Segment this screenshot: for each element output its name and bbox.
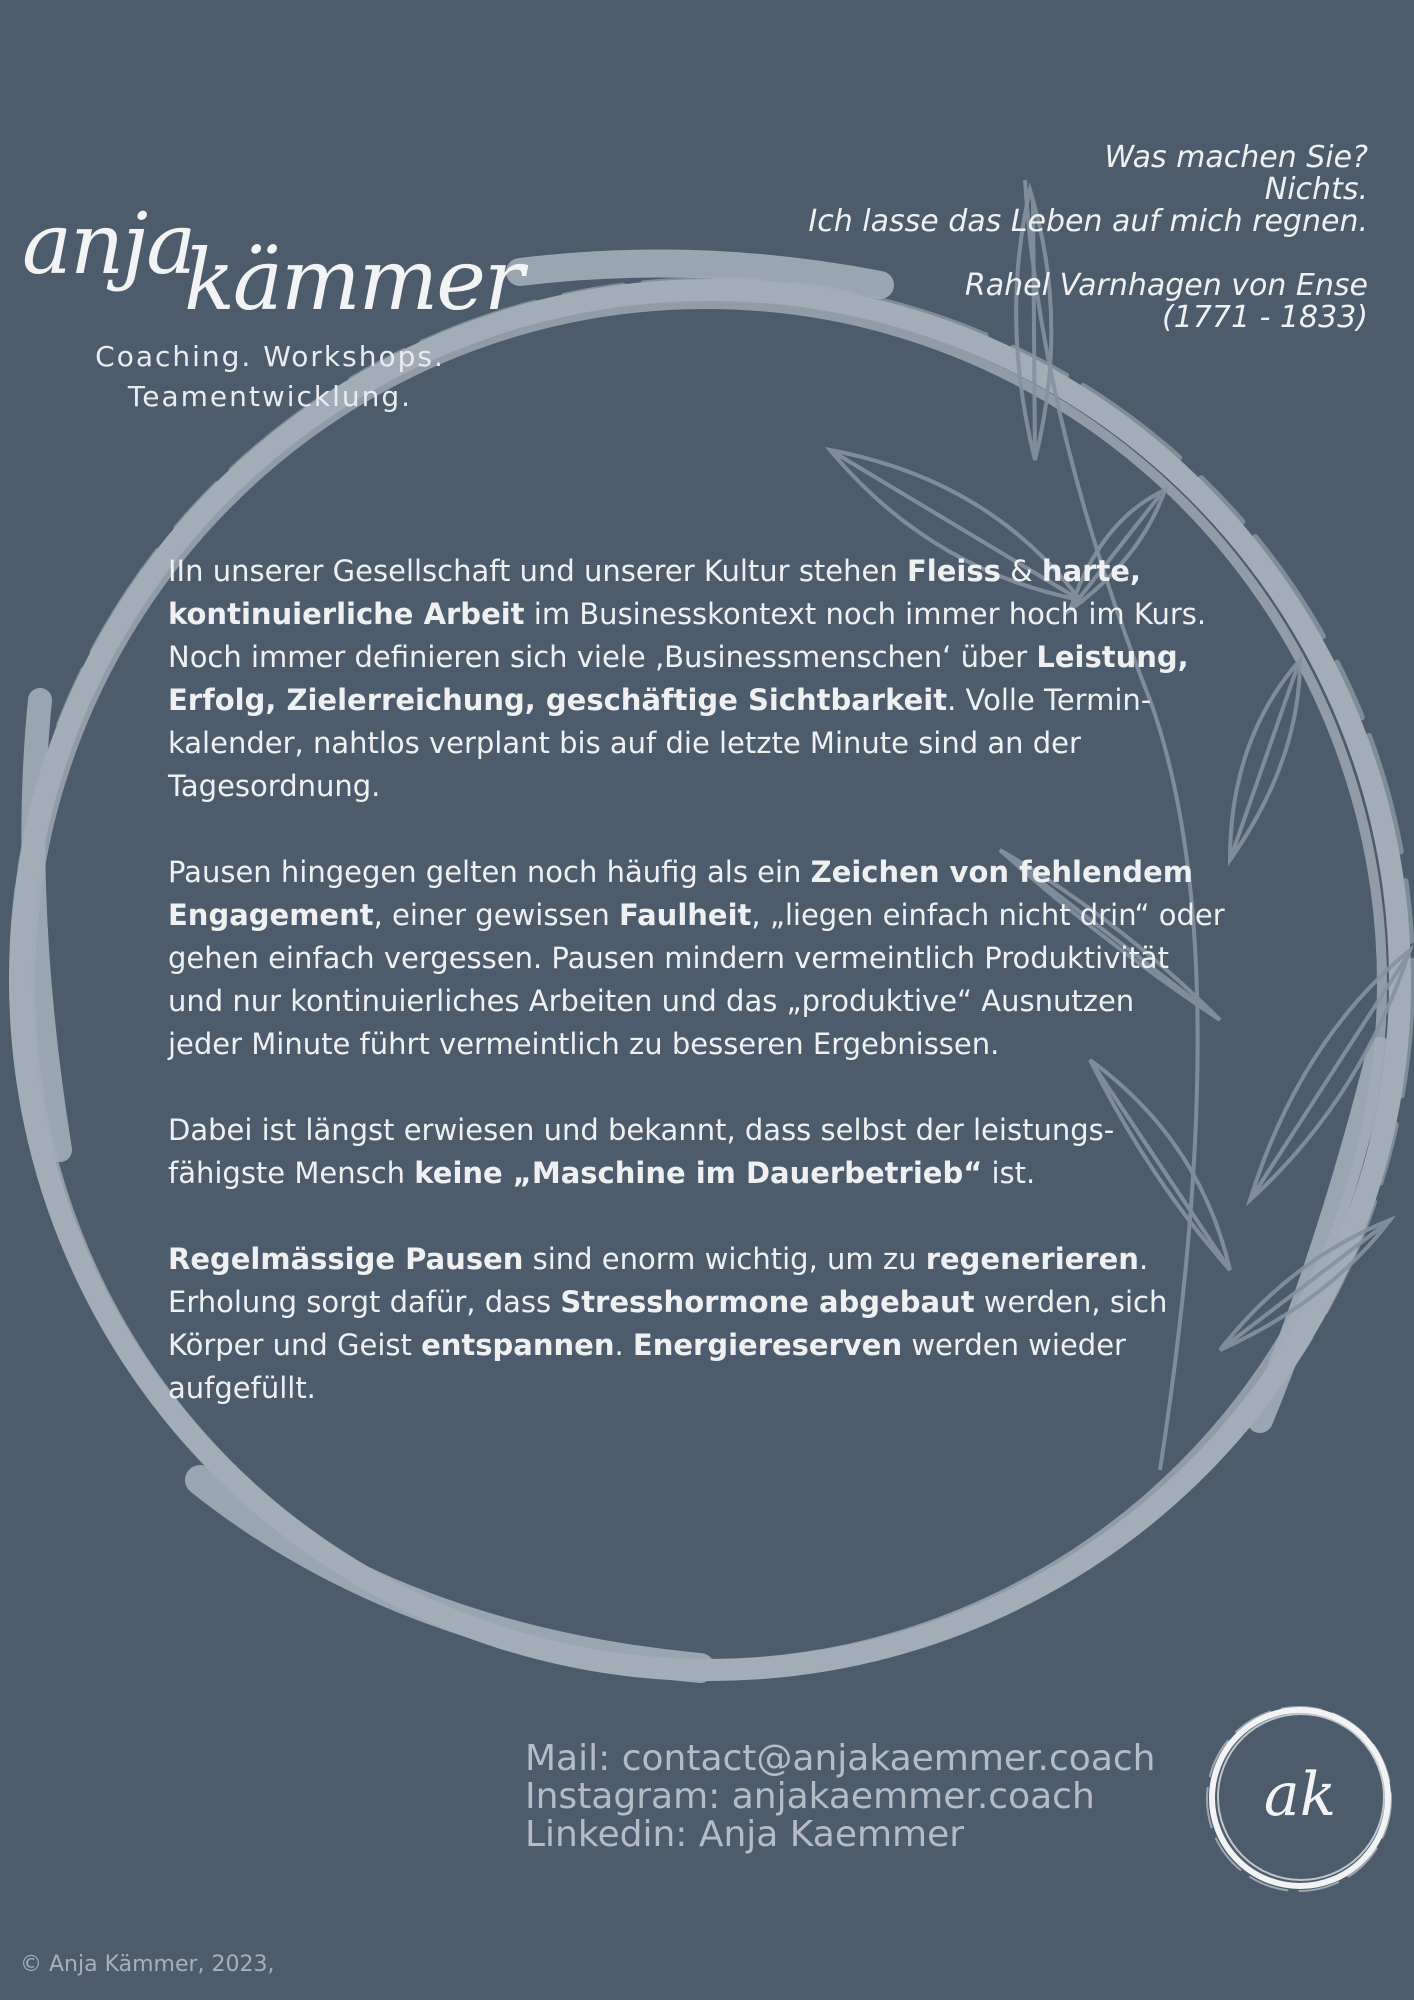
body-text-run: fähigste Mensch — [168, 1156, 415, 1190]
body-text-run: Pausen hingegen gelten noch häufig als ein — [168, 855, 811, 889]
body-text-run: Dabei ist längst erwiesen und bekannt, dass selbst der leistungs- — [168, 1113, 1115, 1147]
body-text-run: jeder Minute führt vermeintlich zu besseren Ergebnissen. — [168, 1027, 1000, 1061]
quote-line-3: Ich lasse das Leben auf mich regnen. — [808, 204, 1368, 239]
body-text-run: , einer gewissen — [373, 898, 619, 932]
body-text-run: sind enorm wichtig, um zu — [523, 1242, 926, 1276]
tagline-line-1: Coaching. Workshops. — [95, 340, 445, 373]
emphasis-text: Energiereserven — [632, 1328, 903, 1362]
paragraph-3 — [168, 1109, 1258, 1195]
contact-linkedin[interactable]: Linkedin: Anja Kaemmer — [525, 1814, 965, 1855]
emphasis-text: Engagement — [168, 898, 374, 932]
body-text-run: . Volle Termin- — [947, 683, 1152, 717]
monogram-badge: ak — [1263, 1760, 1337, 1830]
quote-author: Rahel Varnhagen von Ense — [964, 268, 1368, 303]
brand-logo — [22, 195, 542, 329]
paragraph-4 — [168, 1238, 1258, 1410]
body-text-run: ist. — [982, 1156, 1036, 1190]
emphasis-text: Stresshormone abgebaut — [560, 1285, 975, 1319]
body-text-run: Tagesordnung. — [168, 769, 381, 803]
quote-line-2: Nichts. — [1264, 172, 1368, 207]
body-text-run: . — [1138, 1242, 1149, 1276]
emphasis-text: keine „Maschine im Dauerbetrieb“ — [414, 1156, 983, 1190]
body-text-run: . — [614, 1328, 633, 1362]
contact-mail[interactable]: Mail: contact@anjakaemmer.coach — [525, 1738, 1156, 1779]
body-text-run: gehen einfach vergessen. Pausen mindern vermeintlich Produktivität — [168, 941, 1169, 975]
emphasis-text: regenerieren — [925, 1242, 1139, 1276]
emphasis-text: Regelmässige Pausen — [168, 1242, 524, 1276]
logo-last-name: kämmer — [184, 231, 523, 329]
body-text-run: Erholung sorgt dafür, dass — [168, 1285, 561, 1319]
tagline-line-2: Teamentwicklung. — [127, 380, 413, 413]
contact-block — [525, 1740, 1156, 1854]
emphasis-text: entspannen — [421, 1328, 615, 1362]
emphasis-text: kontinuierliche Arbeit — [168, 597, 525, 631]
emphasis-text: Zeichen von fehlendem — [810, 855, 1193, 889]
body-text-run: IIn unserer Gesellschaft und unserer Kultur stehen — [168, 554, 907, 588]
body-text-run: Noch immer definieren sich viele ‚Businessmenschen‘ über — [168, 640, 1037, 674]
body-text — [168, 550, 1258, 1453]
logo-first-name: anja — [22, 195, 195, 293]
body-text-run: im Businesskontext noch immer hoch im Kurs. — [524, 597, 1207, 631]
emphasis-text: Leistung, — [1036, 640, 1189, 674]
brand-tagline — [60, 337, 480, 417]
body-text-run: werden wieder — [902, 1328, 1126, 1362]
body-text-run: Körper und Geist — [168, 1328, 422, 1362]
paragraph-1 — [168, 550, 1258, 808]
contact-instagram[interactable]: Instagram: anjakaemmer.coach — [525, 1776, 1095, 1817]
copyright-notice: © Anja Kämmer, 2023, — [20, 1952, 275, 1977]
emphasis-text: Erfolg, Zielerreichung, geschäftige Sichtbarkeit — [168, 683, 948, 717]
body-text-run: , „liegen einfach nicht drin“ oder — [751, 898, 1225, 932]
body-text-run: werden, sich — [974, 1285, 1168, 1319]
emphasis-text: harte, — [1041, 554, 1141, 588]
quote-line-1: Was machen Sie? — [1104, 140, 1368, 175]
emphasis-text: Faulheit — [619, 898, 752, 932]
body-text-run: kalender, nahtlos verplant bis auf die letzte Minute sind an der — [168, 726, 1081, 760]
quote-years: (1771 - 1833) — [1161, 300, 1368, 335]
body-text-run: & — [1000, 554, 1042, 588]
emphasis-text: Fleiss — [906, 554, 1001, 588]
paragraph-2 — [168, 851, 1258, 1066]
body-text-run: aufgefüllt. — [168, 1371, 316, 1405]
body-text-run: und nur kontinuierliches Arbeiten und das „produktive“ Ausnutzen — [168, 984, 1135, 1018]
quote-block — [648, 142, 1368, 334]
